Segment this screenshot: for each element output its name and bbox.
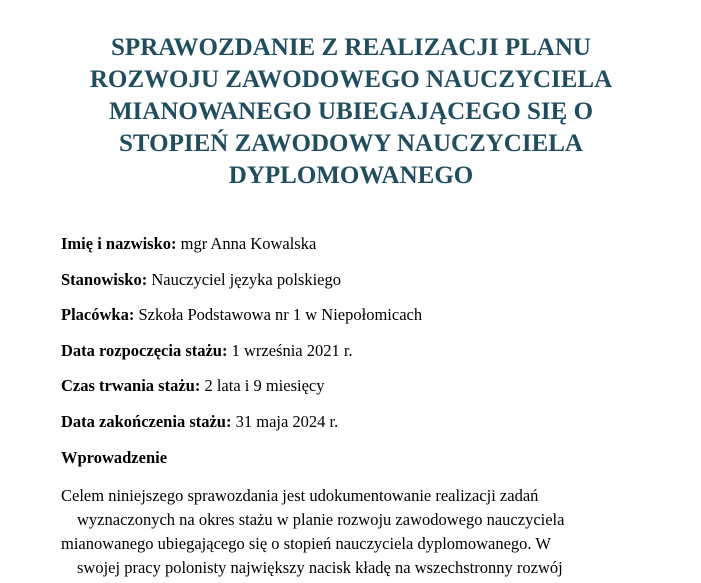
field-start-date xyxy=(61,341,353,361)
title-line: STOPIEŃ ZAWODOWY NAUCZYCIELA xyxy=(119,130,583,157)
field-value: 1 września 2021 r. xyxy=(227,341,353,360)
field-duration xyxy=(61,376,325,396)
field-name xyxy=(61,234,316,254)
title-line: SPRAWOZDANIE Z REALIZACJI PLANU xyxy=(111,34,591,61)
field-label: Imię i nazwisko: xyxy=(61,234,177,253)
title-line: MIANOWANEGO UBIEGAJĄCEGO SIĘ O xyxy=(108,98,594,125)
paragraph-line: Celem niniejszego sprawozdania jest udokumentowanie realizacji zadań xyxy=(61,486,539,505)
field-end-date xyxy=(61,412,338,432)
paragraph-line: mianowanego ubiegającego się o stopień nauczyciela dyplomowanego. W xyxy=(61,534,551,553)
paragraph-line: wyznaczonych na okres stażu w planie rozwoju zawodowego nauczyciela xyxy=(77,510,565,529)
field-label: Data rozpoczęcia stażu: xyxy=(61,341,228,360)
document-title xyxy=(40,32,662,192)
field-value: Nauczyciel języka polskiego xyxy=(147,270,341,289)
title-line: DYPLOMOWANEGO xyxy=(228,162,474,189)
field-institution xyxy=(61,305,422,325)
field-label: Data zakończenia stażu: xyxy=(61,412,232,431)
field-position xyxy=(61,270,341,290)
title-line: ROZWOJU ZAWODOWEGO NAUCZYCIELA xyxy=(89,66,613,93)
field-label: Stanowisko: xyxy=(61,270,148,289)
field-value: 2 lata i 9 miesięcy xyxy=(200,376,325,395)
introduction-paragraph xyxy=(61,484,564,580)
field-label: Placówka: xyxy=(61,305,135,324)
field-label: Czas trwania stażu: xyxy=(61,376,201,395)
field-value: mgr Anna Kowalska xyxy=(176,234,317,253)
field-value: 31 maja 2024 r. xyxy=(231,412,339,431)
section-heading-introduction: Wprowadzenie xyxy=(61,448,168,467)
paragraph-line: swojej pracy polonisty największy nacisk kładę na wszechstronny rozwój xyxy=(77,558,563,577)
field-value: Szkoła Podstawowa nr 1 w Niepołomicach xyxy=(134,305,423,324)
